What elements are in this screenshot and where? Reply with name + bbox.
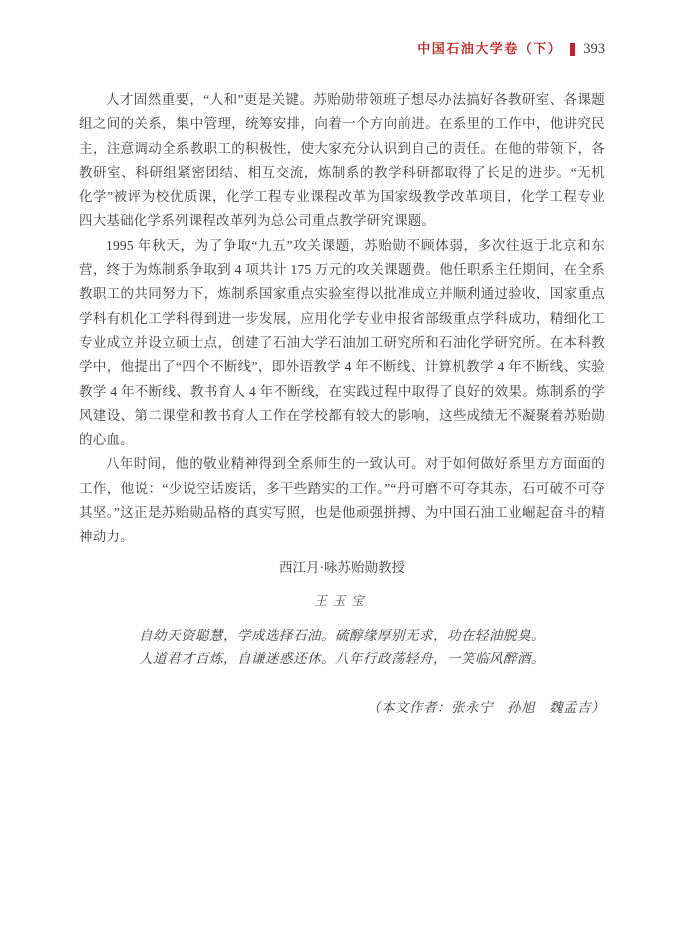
poem-line: 自幼天资聪慧，学成选择石油。硫醇缘厚别无求，功在轻油脱臭。: [139, 627, 545, 643]
article-paragraph: 八年时间，他的敬业精神得到全系师生的一致认可。对于如何做好系里方方面面的工作，他说：“少说空话废话，多干些踏实的工作。”“丹可磨不可夺其赤，石可破不可夺其坚。”这正是苏贻勋品格的真实写照，也是他顽强拼搏、为中国石油工业崛起奋斗的精神动力。: [79, 456, 605, 545]
poem-line: 人道君才百炼，自谦迷惑还休。八年行政荡轻舟，一笑临风醉酒。: [139, 650, 545, 666]
author-attribution: （本文作者：张永宁 孙旭 魏孟吉）: [367, 699, 605, 715]
article-paragraph: 人才固然重要，“人和”更是关键。苏贻勋带领班子想尽办法搞好各教研室、各课题组之间的关系，集中管理，统筹安排，向着一个方向前进。在系里的工作中，他讲究民主，注意调动全系教职工的积极性，使大家充分认识到自己的责任。在他的带领下，各教研室、科研组紧密团结、相互交流，炼制系的教学科研都取得了长足的进步。“无机化学”被评为校优质课，化学工程专业课程改革为国家级教学改革项目，化学工程专业四大基础化学系列课程改革列为总公司重点教学研究课题。: [79, 92, 605, 229]
poem-title: 西江月·咏苏贻勋教授: [279, 559, 405, 575]
page-number: 393: [583, 41, 605, 57]
header-divider-bar: [570, 43, 575, 56]
article-paragraph: 1995 年秋天，为了争取“九五”攻关课题，苏贻勋不顾体弱，多次往返于北京和东营，终于为炼制系争取到 4 项共计 175 万元的攻关课题费。他任职系主任期间，在全系教职工的共同努力下，炼制系国家重点实验室得以批准成立并顺利通过验收，国家重点学科有机化工学科得到进一步发展，应用化学专业申报省部级重点学科成功，精细化工专业成立并设立硕士点，创建了石油大学石油加工研究所和石油化学研究所。在本科教学中，他提出了“四个不断线”，即外语教学 4 年不断线、计算机教学 4 年不断线、实验教学 4 年不断线、教书育人 4 年不断线，在实践过程中取得了良好的效果。炼制系的学风建设、第二课堂和教书育人工作在学校都有较大的影响，这些成绩无不凝聚着苏贻勋的心血。: [79, 237, 605, 448]
article-body: [79, 88, 605, 550]
poem-author: 王玉宝: [314, 593, 370, 608]
page-header: [417, 41, 605, 57]
volume-title: 中国石油大学卷（下）: [417, 41, 563, 56]
poem-section: [79, 556, 605, 670]
page-content: [79, 88, 605, 718]
poem-body: [79, 624, 605, 670]
